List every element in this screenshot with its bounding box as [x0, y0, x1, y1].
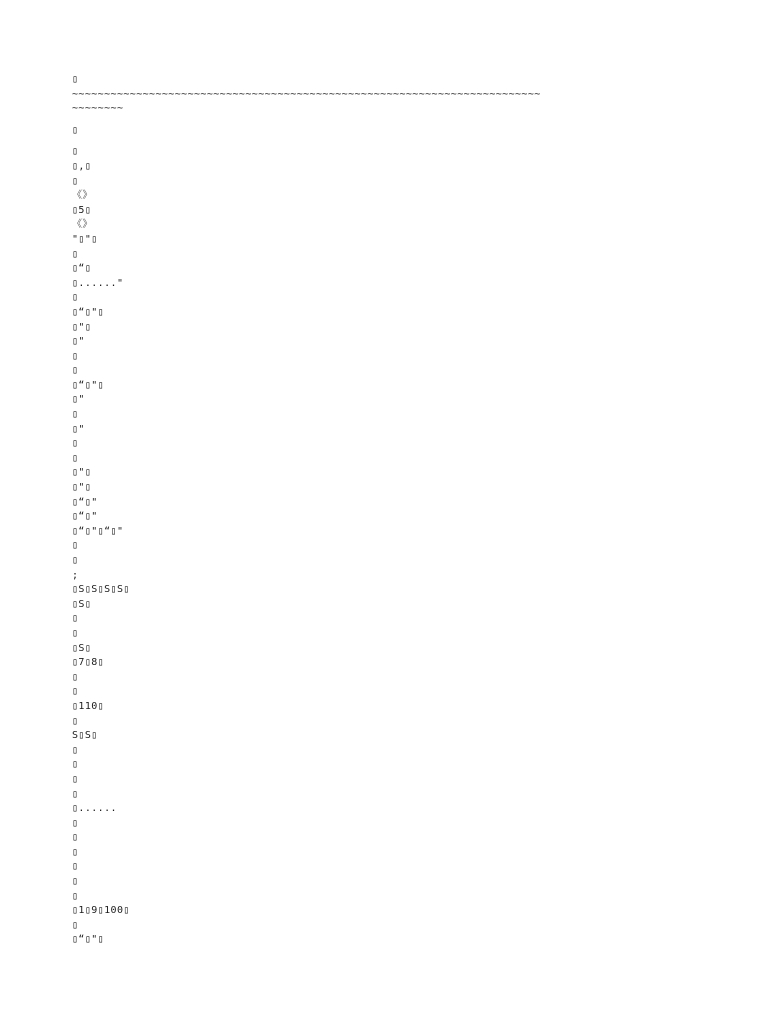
- text-line: S▯S▯: [72, 730, 98, 742]
- text-line: ▯: [72, 890, 79, 902]
- text-line: ▯“▯": [72, 496, 98, 508]
- text-line: ▯: [72, 876, 79, 888]
- text-line: 《》: [72, 219, 93, 231]
- text-line: ▯: [72, 861, 79, 873]
- text-line: ▯“▯": [72, 511, 98, 523]
- text-line: ▯"▯: [72, 321, 92, 333]
- text-line: ▯: [72, 350, 79, 362]
- text-line: ▯......: [72, 803, 117, 815]
- text-line: ▯“▯"▯: [72, 934, 105, 946]
- text-line: ▯: [72, 817, 79, 829]
- text-line: ▯“▯"▯“▯": [72, 525, 124, 537]
- text-line: ▯: [72, 365, 79, 377]
- text-line: 《》: [72, 190, 93, 202]
- text-line: ▯: [72, 686, 79, 698]
- text-line: ;: [72, 569, 79, 581]
- text-line: ~~~~~~~~: [72, 103, 124, 115]
- text-line: ▯“▯: [72, 263, 92, 275]
- text-line: ▯5▯: [72, 204, 92, 216]
- text-line: ▯"▯: [72, 482, 92, 494]
- text-line: "▯"▯: [72, 233, 98, 245]
- text-line: ▯: [72, 846, 79, 858]
- text-line: ▯1▯9▯100▯: [72, 905, 130, 917]
- text-line: ▯S▯S▯S▯S▯: [72, 584, 130, 596]
- text-line: ▯7▯8▯: [72, 657, 105, 669]
- text-line: [72, 117, 702, 124]
- text-line: [72, 138, 702, 145]
- text-line: ▯: [72, 832, 79, 844]
- text-line: ▯: [72, 292, 79, 304]
- text-line: ▯: [72, 671, 79, 683]
- text-line: ▯: [72, 555, 79, 566]
- text-line: ▯: [72, 773, 79, 785]
- text-line: ▯: [72, 613, 79, 625]
- text-line: ▯": [72, 423, 85, 435]
- document-page: [72, 73, 702, 948]
- text-line: ▯“▯"▯: [72, 306, 105, 318]
- text-line: ~~~~~~~~~~~~~~~~~~~~~~~~~~~~~~~~~~~~~~~~~~~~~~~~~~~~~~~~~~~~~~~~~~~~~~~~~: [72, 88, 541, 100]
- text-line: ▯: [72, 146, 79, 158]
- text-line: ▯: [72, 438, 79, 450]
- text-line: ▯: [72, 744, 79, 756]
- text-line: ▯: [72, 759, 79, 771]
- text-line: ▯: [72, 74, 79, 85]
- text-line: ▯"▯: [72, 467, 92, 479]
- text-line: ▯": [72, 394, 85, 406]
- text-line: ▯: [72, 627, 79, 639]
- text-line: ▯: [72, 919, 79, 931]
- text-line: ▯S▯: [72, 642, 92, 654]
- text-line: ▯110▯: [72, 700, 105, 712]
- text-line: ▯S▯: [72, 598, 92, 610]
- text-line: ▯: [72, 409, 79, 421]
- text-line: ▯,▯: [72, 160, 92, 172]
- text-line: ▯: [72, 452, 79, 464]
- text-line: ▯: [72, 788, 79, 800]
- text-line: ▯: [72, 248, 79, 260]
- text-line: ▯: [72, 540, 79, 552]
- text-line: ▯“▯"▯: [72, 379, 105, 391]
- text-line: ▯......": [72, 277, 124, 289]
- text-line: ▯": [72, 336, 85, 348]
- text-line: ▯: [72, 715, 79, 727]
- text-line: ▯: [72, 124, 79, 136]
- text-line: ▯: [72, 175, 79, 187]
